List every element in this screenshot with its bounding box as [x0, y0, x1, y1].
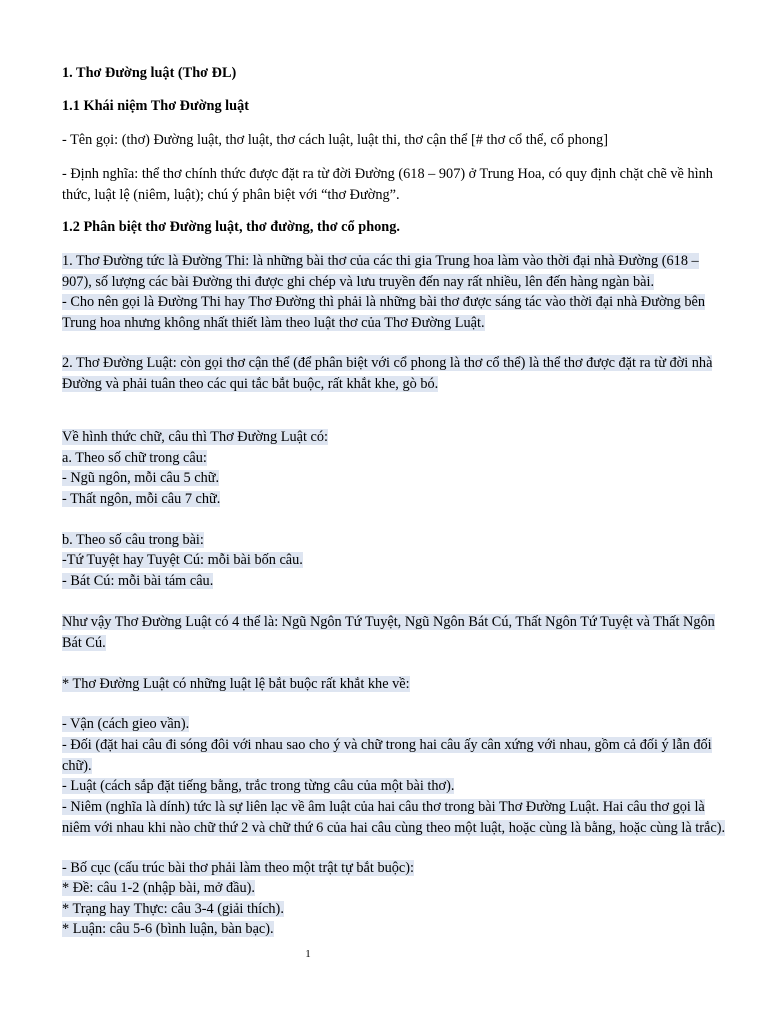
- paragraph-cho-nen: [62, 292, 726, 333]
- list-item: [62, 448, 726, 469]
- highlighted-text: - Vận (cách gieo vần).: [62, 716, 190, 732]
- highlighted-text: * Trạng hay Thực: câu 3-4 (giải thích).: [62, 901, 284, 917]
- highlighted-text: Về hình thức chữ, câu thì Thơ Đường Luật có:: [62, 429, 329, 445]
- paragraph-hinh-thuc: [62, 427, 726, 448]
- list-item: [62, 797, 726, 838]
- list-item: [62, 899, 726, 920]
- highlighted-text: - Ngũ ngôn, mỗi câu 5 chữ.: [62, 470, 220, 486]
- list-item: [62, 858, 726, 879]
- paragraph-dinh-nghia: - Định nghĩa: thể thơ chính thức được đặt ra từ đời Đường (618 – 907) ở Trung Hoa, có quy định chặt chẽ về hình thức, luật lệ (niêm, luật); chú ý phân biệt với “thơ Đường”.: [62, 166, 713, 203]
- paragraph-tho-duong: [62, 251, 726, 292]
- paragraph-ten-goi: - Tên gọi: (thơ) Đường luật, thơ luật, thơ cách luật, luật thi, thơ cận thể [# thơ cổ thể, cổ phong]: [62, 132, 608, 148]
- highlighted-text: * Luận: câu 5-6 (bình luận, bàn bạc).: [62, 921, 274, 937]
- list-item: [62, 571, 726, 592]
- list-item: [62, 878, 726, 899]
- list-item: [62, 714, 726, 735]
- highlighted-text: 2. Thơ Đường Luật: còn gọi thơ cận thể (để phân biệt với cổ phong là thơ cổ thể) là thể thơ được đặt ra từ đời nhà Đường và phải tuân theo các qui tắc bắt buộc, rất khắt khe, gò bó.: [62, 355, 713, 392]
- heading-1: 1. Thơ Đường luật (Thơ ĐL): [62, 65, 237, 81]
- highlighted-text: -Tứ Tuyệt hay Tuyệt Cú: mỗi bài bốn câu.: [62, 552, 303, 568]
- highlighted-text: - Thất ngôn, mỗi câu 7 chữ.: [62, 491, 221, 507]
- highlighted-text: - Cho nên gọi là Đường Thi hay Thơ Đường thì phải là những bài thơ được sáng tác vào thời đại nhà Đường bên Trung hoa nhưng không nhất thiết làm theo luật thơ của Thơ Đường Luật.: [62, 294, 706, 331]
- highlighted-text: a. Theo số chữ trong câu:: [62, 450, 207, 466]
- list-item: [62, 735, 726, 776]
- paragraph-nhu-vay: [62, 612, 726, 653]
- highlighted-text: * Đề: câu 1-2 (nhập bài, mở đầu).: [62, 880, 255, 896]
- highlighted-text: Như vậy Thơ Đường Luật có 4 thể là: Ngũ Ngôn Tứ Tuyệt, Ngũ Ngôn Bát Cú, Thất Ngôn Tứ Tuyệt và Thất Ngôn Bát Cú.: [62, 614, 715, 651]
- highlighted-text: 1. Thơ Đường tức là Đường Thi: là những bài thơ của các thi gia Trung hoa làm vào thời đại nhà Đường (618 – 907), số lượng các bài Đường thi được ghi chép và lưu truyền đến nay rất nhiều, lên đến hàng ngàn bài.: [62, 253, 699, 290]
- highlighted-text: * Thơ Đường Luật có những luật lệ bắt buộc rất khắt khe về:: [62, 676, 410, 692]
- highlighted-text: - Bát Cú: mỗi bài tám câu.: [62, 573, 214, 589]
- heading-1-2: 1.2 Phân biệt thơ Đường luật, thơ đường, thơ cổ phong.: [62, 219, 400, 235]
- page-number: 1: [305, 948, 311, 960]
- highlighted-text: - Luật (cách sắp đặt tiếng bằng, trắc trong từng câu của một bài thơ).: [62, 778, 455, 794]
- heading-1-1: 1.1 Khái niệm Thơ Đường luật: [62, 98, 250, 114]
- paragraph-luat-le: [62, 674, 726, 695]
- highlighted-text: - Niêm (nghĩa là dính) tức là sự liên lạc về âm luật của hai câu thơ trong bài Thơ Đường Luật. Hai câu thơ gọi là niêm với nhau khi nào chữ thứ 2 và chữ thứ 6 của hai câu cùng theo một luật, hoặc cùng là bằng, hoặc cùng là trắc).: [62, 799, 726, 836]
- paragraph-tho-duong-luat: [62, 353, 726, 394]
- list-item: [62, 550, 726, 571]
- highlighted-text: - Bố cục (cấu trúc bài thơ phải làm theo một trật tự bắt buộc):: [62, 860, 414, 876]
- list-item: [62, 489, 726, 510]
- list-item: [62, 468, 726, 489]
- list-item: [62, 776, 726, 797]
- list-item: [62, 919, 726, 940]
- highlighted-text: - Đối (đặt hai câu đi sóng đôi với nhau sao cho ý và chữ trong hai câu ấy cân xứng với nhau, gồm cả đối ý lẫn đối chữ).: [62, 737, 712, 774]
- list-item: [62, 530, 726, 551]
- highlighted-text: b. Theo số câu trong bài:: [62, 532, 204, 548]
